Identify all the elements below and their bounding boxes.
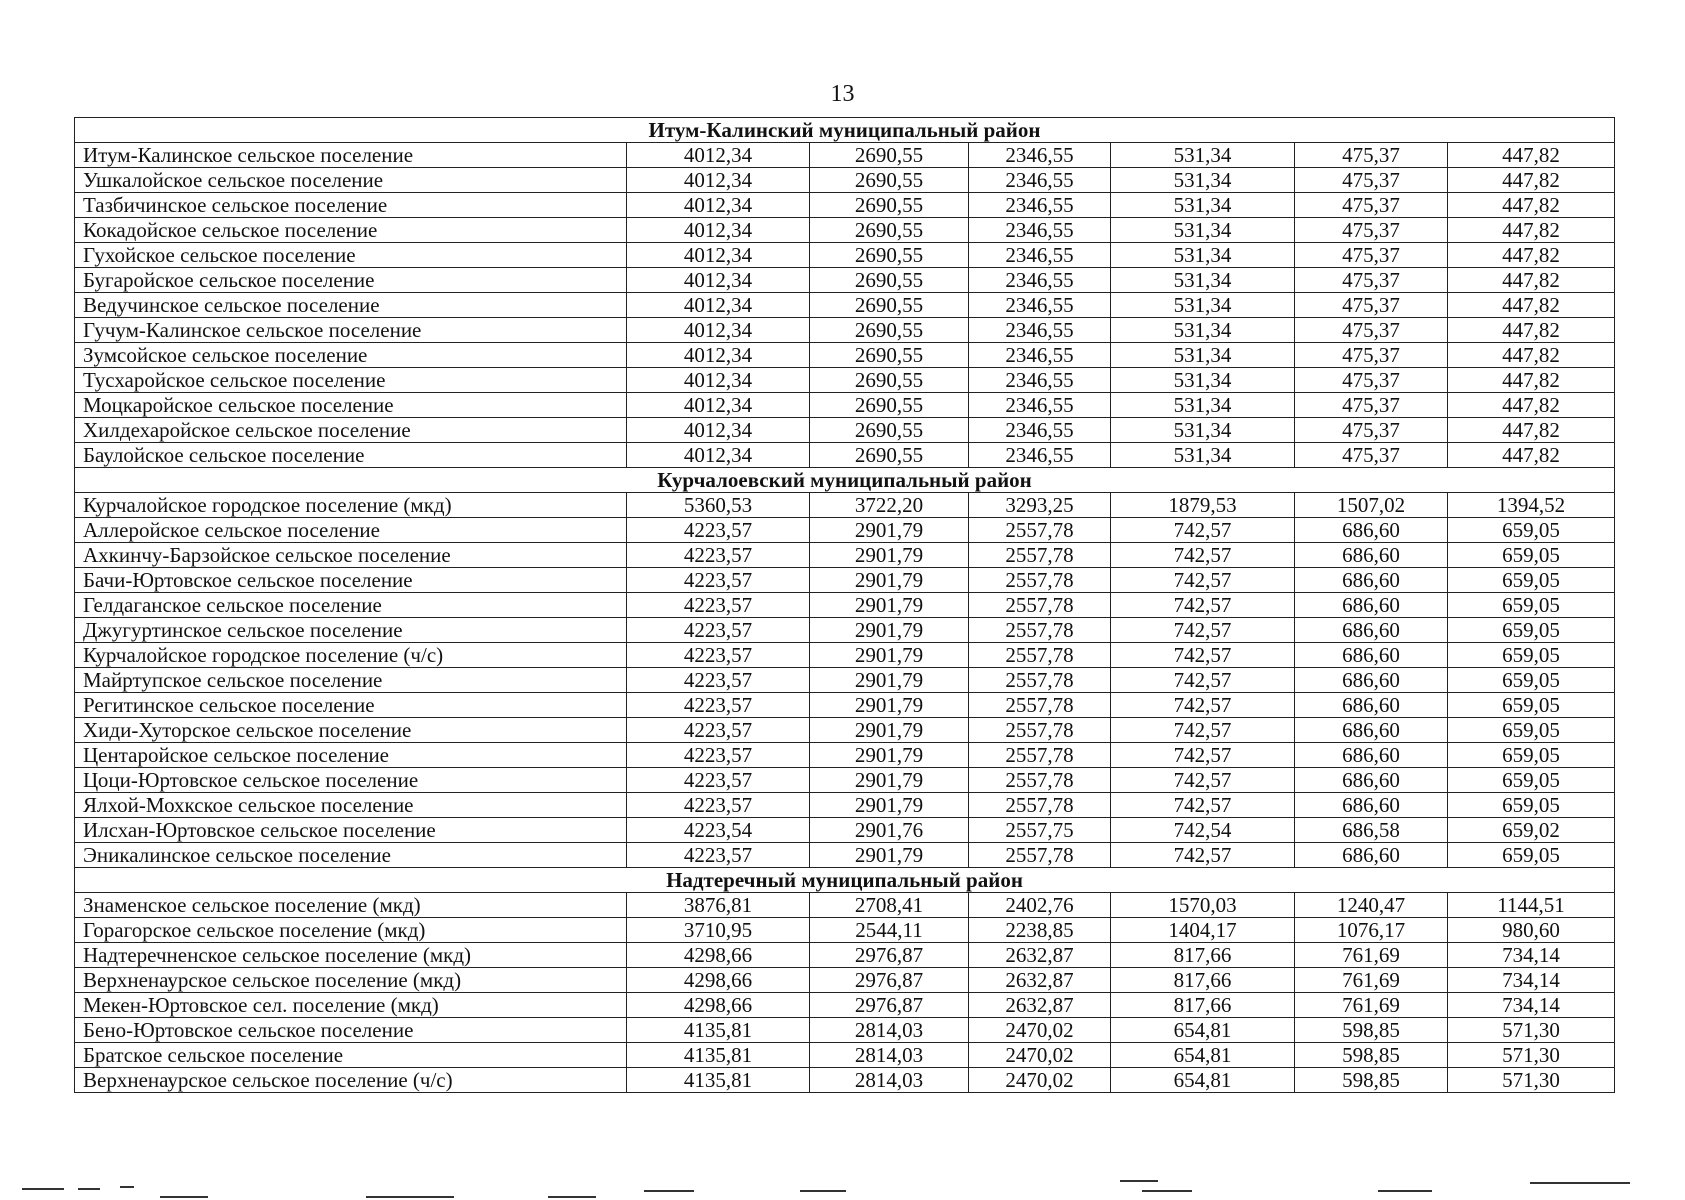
settlement-name-cell: Горагорское сельское поселение (мкд) bbox=[75, 918, 627, 943]
value-cell-5: 686,60 bbox=[1295, 593, 1448, 618]
settlement-name-cell: Зумсойское сельское поселение bbox=[75, 343, 627, 368]
value-cell-4: 531,34 bbox=[1111, 143, 1295, 168]
value-cell-3: 2346,55 bbox=[969, 218, 1111, 243]
value-cell-1: 4012,34 bbox=[627, 368, 810, 393]
section-title: Надтеречный муниципальный район bbox=[75, 868, 1615, 893]
value-cell-2: 2690,55 bbox=[810, 193, 969, 218]
value-cell-4: 742,57 bbox=[1111, 643, 1295, 668]
value-cell-4: 742,57 bbox=[1111, 843, 1295, 868]
table-body bbox=[75, 118, 1615, 1093]
value-cell-5: 475,37 bbox=[1295, 168, 1448, 193]
value-cell-5: 761,69 bbox=[1295, 968, 1448, 993]
value-cell-1: 4012,34 bbox=[627, 218, 810, 243]
value-cell-3: 2470,02 bbox=[969, 1068, 1111, 1093]
value-cell-5: 475,37 bbox=[1295, 418, 1448, 443]
value-cell-3: 2346,55 bbox=[969, 368, 1111, 393]
tariff-table bbox=[74, 117, 1615, 1093]
value-cell-3: 2557,78 bbox=[969, 793, 1111, 818]
value-cell-4: 742,57 bbox=[1111, 618, 1295, 643]
value-cell-1: 4012,34 bbox=[627, 168, 810, 193]
table-row bbox=[75, 818, 1615, 843]
value-cell-3: 2346,55 bbox=[969, 443, 1111, 468]
value-cell-4: 654,81 bbox=[1111, 1068, 1295, 1093]
table-row bbox=[75, 593, 1615, 618]
value-cell-3: 2346,55 bbox=[969, 293, 1111, 318]
value-cell-4: 742,57 bbox=[1111, 668, 1295, 693]
value-cell-5: 475,37 bbox=[1295, 143, 1448, 168]
table-row bbox=[75, 1018, 1615, 1043]
table-row bbox=[75, 393, 1615, 418]
value-cell-4: 1404,17 bbox=[1111, 918, 1295, 943]
value-cell-2: 2976,87 bbox=[810, 968, 969, 993]
value-cell-2: 2690,55 bbox=[810, 243, 969, 268]
value-cell-1: 4298,66 bbox=[627, 968, 810, 993]
value-cell-1: 4012,34 bbox=[627, 318, 810, 343]
value-cell-2: 2690,55 bbox=[810, 293, 969, 318]
value-cell-2: 2690,55 bbox=[810, 368, 969, 393]
value-cell-3: 2346,55 bbox=[969, 168, 1111, 193]
value-cell-6: 734,14 bbox=[1448, 968, 1615, 993]
value-cell-2: 2901,79 bbox=[810, 518, 969, 543]
table-row bbox=[75, 218, 1615, 243]
page-number: 13 bbox=[830, 81, 855, 107]
table-row bbox=[75, 443, 1615, 468]
value-cell-5: 761,69 bbox=[1295, 943, 1448, 968]
value-cell-3: 2557,78 bbox=[969, 768, 1111, 793]
value-cell-6: 447,82 bbox=[1448, 268, 1615, 293]
value-cell-2: 2690,55 bbox=[810, 318, 969, 343]
value-cell-4: 531,34 bbox=[1111, 193, 1295, 218]
table-row bbox=[75, 418, 1615, 443]
table-row bbox=[75, 943, 1615, 968]
value-cell-4: 742,57 bbox=[1111, 693, 1295, 718]
value-cell-2: 2901,79 bbox=[810, 543, 969, 568]
value-cell-4: 531,34 bbox=[1111, 218, 1295, 243]
settlement-name-cell: Верхненаурское сельское поселение (ч/с) bbox=[75, 1068, 627, 1093]
value-cell-3: 2632,87 bbox=[969, 968, 1111, 993]
value-cell-1: 4223,57 bbox=[627, 693, 810, 718]
value-cell-3: 2346,55 bbox=[969, 418, 1111, 443]
settlement-name-cell: Ведучинское сельское поселение bbox=[75, 293, 627, 318]
settlement-name-cell: Цоци-Юртовское сельское поселение bbox=[75, 768, 627, 793]
table-row bbox=[75, 193, 1615, 218]
value-cell-4: 742,57 bbox=[1111, 543, 1295, 568]
value-cell-2: 2976,87 bbox=[810, 993, 969, 1018]
value-cell-6: 1144,51 bbox=[1448, 893, 1615, 918]
settlement-name-cell: Хиди-Хуторское сельское поселение bbox=[75, 718, 627, 743]
value-cell-6: 659,02 bbox=[1448, 818, 1615, 843]
value-cell-4: 531,34 bbox=[1111, 268, 1295, 293]
value-cell-3: 2557,78 bbox=[969, 743, 1111, 768]
value-cell-1: 4223,57 bbox=[627, 593, 810, 618]
value-cell-5: 1240,47 bbox=[1295, 893, 1448, 918]
settlement-name-cell: Знаменское сельское поселение (мкд) bbox=[75, 893, 627, 918]
settlement-name-cell: Аллеройское сельское поселение bbox=[75, 518, 627, 543]
value-cell-4: 654,81 bbox=[1111, 1043, 1295, 1068]
table-row bbox=[75, 168, 1615, 193]
value-cell-1: 5360,53 bbox=[627, 493, 810, 518]
value-cell-2: 2690,55 bbox=[810, 393, 969, 418]
value-cell-3: 2346,55 bbox=[969, 243, 1111, 268]
value-cell-6: 659,05 bbox=[1448, 593, 1615, 618]
value-cell-1: 4298,66 bbox=[627, 943, 810, 968]
table-row bbox=[75, 518, 1615, 543]
value-cell-6: 659,05 bbox=[1448, 693, 1615, 718]
value-cell-4: 654,81 bbox=[1111, 1018, 1295, 1043]
value-cell-6: 659,05 bbox=[1448, 618, 1615, 643]
value-cell-1: 4135,81 bbox=[627, 1068, 810, 1093]
value-cell-6: 659,05 bbox=[1448, 668, 1615, 693]
value-cell-4: 531,34 bbox=[1111, 168, 1295, 193]
value-cell-5: 1507,02 bbox=[1295, 493, 1448, 518]
value-cell-2: 2901,79 bbox=[810, 593, 969, 618]
value-cell-3: 2557,75 bbox=[969, 818, 1111, 843]
table-row bbox=[75, 693, 1615, 718]
value-cell-6: 659,05 bbox=[1448, 743, 1615, 768]
value-cell-1: 4223,54 bbox=[627, 818, 810, 843]
value-cell-3: 2470,02 bbox=[969, 1018, 1111, 1043]
table-row bbox=[75, 618, 1615, 643]
value-cell-2: 2814,03 bbox=[810, 1043, 969, 1068]
table-row bbox=[75, 343, 1615, 368]
settlement-name-cell: Братское сельское поселение bbox=[75, 1043, 627, 1068]
value-cell-3: 2346,55 bbox=[969, 318, 1111, 343]
value-cell-3: 2557,78 bbox=[969, 643, 1111, 668]
value-cell-3: 3293,25 bbox=[969, 493, 1111, 518]
settlement-name-cell: Гелдаганское сельское поселение bbox=[75, 593, 627, 618]
value-cell-5: 686,60 bbox=[1295, 543, 1448, 568]
settlement-name-cell: Итум-Калинское сельское поселение bbox=[75, 143, 627, 168]
settlement-name-cell: Надтеречненское сельское поселение (мкд) bbox=[75, 943, 627, 968]
value-cell-2: 2901,79 bbox=[810, 718, 969, 743]
value-cell-6: 659,05 bbox=[1448, 543, 1615, 568]
value-cell-4: 742,57 bbox=[1111, 568, 1295, 593]
value-cell-4: 742,54 bbox=[1111, 818, 1295, 843]
value-cell-6: 571,30 bbox=[1448, 1068, 1615, 1093]
value-cell-1: 3710,95 bbox=[627, 918, 810, 943]
value-cell-1: 4012,34 bbox=[627, 343, 810, 368]
table-row bbox=[75, 143, 1615, 168]
settlement-name-cell: Хилдехаройское сельское поселение bbox=[75, 418, 627, 443]
value-cell-2: 2690,55 bbox=[810, 168, 969, 193]
settlement-name-cell: Верхненаурское сельское поселение (мкд) bbox=[75, 968, 627, 993]
value-cell-3: 2402,76 bbox=[969, 893, 1111, 918]
table-row bbox=[75, 843, 1615, 868]
value-cell-6: 447,82 bbox=[1448, 243, 1615, 268]
value-cell-6: 734,14 bbox=[1448, 993, 1615, 1018]
value-cell-6: 447,82 bbox=[1448, 443, 1615, 468]
value-cell-1: 3876,81 bbox=[627, 893, 810, 918]
value-cell-3: 2632,87 bbox=[969, 993, 1111, 1018]
value-cell-5: 598,85 bbox=[1295, 1018, 1448, 1043]
settlement-name-cell: Центаройское сельское поселение bbox=[75, 743, 627, 768]
value-cell-1: 4012,34 bbox=[627, 293, 810, 318]
value-cell-2: 2901,79 bbox=[810, 668, 969, 693]
section-header-row bbox=[75, 118, 1615, 143]
settlement-name-cell: Курчалойское городское поселение (мкд) bbox=[75, 493, 627, 518]
value-cell-4: 531,34 bbox=[1111, 443, 1295, 468]
value-cell-3: 2557,78 bbox=[969, 518, 1111, 543]
value-cell-5: 686,60 bbox=[1295, 668, 1448, 693]
table-row bbox=[75, 568, 1615, 593]
value-cell-3: 2557,78 bbox=[969, 593, 1111, 618]
table-row bbox=[75, 918, 1615, 943]
settlement-name-cell: Моцкаройское сельское поселение bbox=[75, 393, 627, 418]
settlement-name-cell: Тусхаройское сельское поселение bbox=[75, 368, 627, 393]
value-cell-3: 2557,78 bbox=[969, 718, 1111, 743]
value-cell-2: 2814,03 bbox=[810, 1068, 969, 1093]
value-cell-3: 2346,55 bbox=[969, 343, 1111, 368]
value-cell-3: 2346,55 bbox=[969, 143, 1111, 168]
table-row bbox=[75, 893, 1615, 918]
value-cell-1: 4012,34 bbox=[627, 143, 810, 168]
value-cell-6: 447,82 bbox=[1448, 368, 1615, 393]
value-cell-3: 2346,55 bbox=[969, 193, 1111, 218]
value-cell-2: 2901,76 bbox=[810, 818, 969, 843]
settlement-name-cell: Ялхой-Мохкское сельское поселение bbox=[75, 793, 627, 818]
value-cell-2: 2690,55 bbox=[810, 418, 969, 443]
section-title: Курчалоевский муниципальный район bbox=[75, 468, 1615, 493]
settlement-name-cell: Гухойское сельское поселение bbox=[75, 243, 627, 268]
value-cell-6: 980,60 bbox=[1448, 918, 1615, 943]
value-cell-3: 2346,55 bbox=[969, 393, 1111, 418]
value-cell-1: 4223,57 bbox=[627, 718, 810, 743]
value-cell-2: 2690,55 bbox=[810, 343, 969, 368]
settlement-name-cell: Эникалинское сельское поселение bbox=[75, 843, 627, 868]
value-cell-4: 1570,03 bbox=[1111, 893, 1295, 918]
table-row bbox=[75, 543, 1615, 568]
value-cell-5: 761,69 bbox=[1295, 993, 1448, 1018]
value-cell-5: 475,37 bbox=[1295, 193, 1448, 218]
value-cell-2: 2690,55 bbox=[810, 218, 969, 243]
value-cell-6: 447,82 bbox=[1448, 168, 1615, 193]
settlement-name-cell: Бугаройское сельское поселение bbox=[75, 268, 627, 293]
table-row bbox=[75, 743, 1615, 768]
value-cell-4: 531,34 bbox=[1111, 318, 1295, 343]
value-cell-3: 2632,87 bbox=[969, 943, 1111, 968]
value-cell-5: 686,60 bbox=[1295, 793, 1448, 818]
value-cell-1: 4223,57 bbox=[627, 793, 810, 818]
value-cell-1: 4223,57 bbox=[627, 643, 810, 668]
settlement-name-cell: Майртупское сельское поселение bbox=[75, 668, 627, 693]
value-cell-2: 2901,79 bbox=[810, 768, 969, 793]
value-cell-2: 2690,55 bbox=[810, 143, 969, 168]
value-cell-2: 2901,79 bbox=[810, 843, 969, 868]
value-cell-1: 4135,81 bbox=[627, 1043, 810, 1068]
value-cell-1: 4223,57 bbox=[627, 543, 810, 568]
value-cell-2: 2901,79 bbox=[810, 618, 969, 643]
value-cell-6: 659,05 bbox=[1448, 643, 1615, 668]
value-cell-5: 686,60 bbox=[1295, 568, 1448, 593]
value-cell-6: 447,82 bbox=[1448, 418, 1615, 443]
table-row bbox=[75, 793, 1615, 818]
value-cell-1: 4223,57 bbox=[627, 743, 810, 768]
value-cell-1: 4012,34 bbox=[627, 243, 810, 268]
table-row bbox=[75, 993, 1615, 1018]
value-cell-1: 4223,57 bbox=[627, 843, 810, 868]
table-row bbox=[75, 668, 1615, 693]
value-cell-1: 4223,57 bbox=[627, 568, 810, 593]
table-row bbox=[75, 718, 1615, 743]
table-row bbox=[75, 368, 1615, 393]
value-cell-5: 475,37 bbox=[1295, 243, 1448, 268]
value-cell-4: 742,57 bbox=[1111, 593, 1295, 618]
settlement-name-cell: Ушкалойское сельское поселение bbox=[75, 168, 627, 193]
table-row bbox=[75, 318, 1615, 343]
value-cell-4: 531,34 bbox=[1111, 243, 1295, 268]
settlement-name-cell: Гучум-Калинское сельское поселение bbox=[75, 318, 627, 343]
table-row bbox=[75, 768, 1615, 793]
value-cell-2: 2544,11 bbox=[810, 918, 969, 943]
value-cell-5: 475,37 bbox=[1295, 368, 1448, 393]
settlement-name-cell: Илсхан-Юртовское сельское поселение bbox=[75, 818, 627, 843]
value-cell-4: 817,66 bbox=[1111, 993, 1295, 1018]
value-cell-5: 1076,17 bbox=[1295, 918, 1448, 943]
value-cell-2: 2708,41 bbox=[810, 893, 969, 918]
value-cell-6: 659,05 bbox=[1448, 768, 1615, 793]
value-cell-5: 686,60 bbox=[1295, 693, 1448, 718]
value-cell-2: 2901,79 bbox=[810, 568, 969, 593]
table-row bbox=[75, 493, 1615, 518]
table-row bbox=[75, 293, 1615, 318]
value-cell-6: 1394,52 bbox=[1448, 493, 1615, 518]
value-cell-4: 531,34 bbox=[1111, 368, 1295, 393]
value-cell-2: 2901,79 bbox=[810, 643, 969, 668]
value-cell-6: 447,82 bbox=[1448, 293, 1615, 318]
value-cell-4: 531,34 bbox=[1111, 393, 1295, 418]
value-cell-6: 659,05 bbox=[1448, 793, 1615, 818]
value-cell-1: 4012,34 bbox=[627, 193, 810, 218]
value-cell-4: 742,57 bbox=[1111, 793, 1295, 818]
settlement-name-cell: Баулойское сельское поселение bbox=[75, 443, 627, 468]
value-cell-1: 4135,81 bbox=[627, 1018, 810, 1043]
value-cell-6: 571,30 bbox=[1448, 1018, 1615, 1043]
value-cell-2: 2690,55 bbox=[810, 443, 969, 468]
value-cell-2: 2901,79 bbox=[810, 693, 969, 718]
value-cell-5: 686,60 bbox=[1295, 518, 1448, 543]
settlement-name-cell: Тазбичинское сельское поселение bbox=[75, 193, 627, 218]
settlement-name-cell: Мекен-Юртовское сел. поселение (мкд) bbox=[75, 993, 627, 1018]
settlement-name-cell: Регитинское сельское поселение bbox=[75, 693, 627, 718]
value-cell-3: 2557,78 bbox=[969, 668, 1111, 693]
value-cell-2: 2976,87 bbox=[810, 943, 969, 968]
value-cell-5: 475,37 bbox=[1295, 343, 1448, 368]
settlement-name-cell: Бачи-Юртовское сельское поселение bbox=[75, 568, 627, 593]
value-cell-3: 2470,02 bbox=[969, 1043, 1111, 1068]
value-cell-2: 3722,20 bbox=[810, 493, 969, 518]
settlement-name-cell: Курчалойское городское поселение (ч/с) bbox=[75, 643, 627, 668]
value-cell-4: 817,66 bbox=[1111, 968, 1295, 993]
value-cell-3: 2557,78 bbox=[969, 568, 1111, 593]
value-cell-4: 742,57 bbox=[1111, 768, 1295, 793]
value-cell-6: 659,05 bbox=[1448, 518, 1615, 543]
value-cell-1: 4012,34 bbox=[627, 443, 810, 468]
value-cell-5: 475,37 bbox=[1295, 268, 1448, 293]
value-cell-1: 4012,34 bbox=[627, 268, 810, 293]
table-row bbox=[75, 1068, 1615, 1093]
value-cell-2: 2814,03 bbox=[810, 1018, 969, 1043]
value-cell-5: 686,60 bbox=[1295, 768, 1448, 793]
value-cell-1: 4223,57 bbox=[627, 518, 810, 543]
value-cell-3: 2557,78 bbox=[969, 543, 1111, 568]
value-cell-6: 447,82 bbox=[1448, 318, 1615, 343]
section-header-row bbox=[75, 868, 1615, 893]
settlement-name-cell: Бено-Юртовское сельское поселение bbox=[75, 1018, 627, 1043]
value-cell-5: 598,85 bbox=[1295, 1043, 1448, 1068]
table-row bbox=[75, 1043, 1615, 1068]
value-cell-3: 2557,78 bbox=[969, 693, 1111, 718]
value-cell-4: 742,57 bbox=[1111, 743, 1295, 768]
table-row bbox=[75, 243, 1615, 268]
value-cell-6: 447,82 bbox=[1448, 143, 1615, 168]
value-cell-2: 2690,55 bbox=[810, 268, 969, 293]
value-cell-6: 571,30 bbox=[1448, 1043, 1615, 1068]
value-cell-5: 686,60 bbox=[1295, 643, 1448, 668]
settlement-name-cell: Ахкинчу-Барзойское сельское поселение bbox=[75, 543, 627, 568]
value-cell-2: 2901,79 bbox=[810, 743, 969, 768]
table-row bbox=[75, 968, 1615, 993]
value-cell-4: 817,66 bbox=[1111, 943, 1295, 968]
value-cell-4: 531,34 bbox=[1111, 293, 1295, 318]
table-row bbox=[75, 643, 1615, 668]
value-cell-3: 2238,85 bbox=[969, 918, 1111, 943]
section-title: Итум-Калинский муниципальный район bbox=[75, 118, 1615, 143]
scan-artifacts bbox=[0, 1160, 1685, 1200]
value-cell-5: 686,60 bbox=[1295, 743, 1448, 768]
table-row bbox=[75, 268, 1615, 293]
settlement-name-cell: Джугуртинское сельское поселение bbox=[75, 618, 627, 643]
value-cell-5: 475,37 bbox=[1295, 293, 1448, 318]
value-cell-4: 531,34 bbox=[1111, 418, 1295, 443]
value-cell-4: 531,34 bbox=[1111, 343, 1295, 368]
value-cell-3: 2557,78 bbox=[969, 843, 1111, 868]
value-cell-5: 686,58 bbox=[1295, 818, 1448, 843]
value-cell-5: 475,37 bbox=[1295, 393, 1448, 418]
value-cell-4: 742,57 bbox=[1111, 718, 1295, 743]
value-cell-6: 659,05 bbox=[1448, 568, 1615, 593]
value-cell-1: 4298,66 bbox=[627, 993, 810, 1018]
value-cell-1: 4012,34 bbox=[627, 418, 810, 443]
value-cell-5: 598,85 bbox=[1295, 1068, 1448, 1093]
value-cell-6: 659,05 bbox=[1448, 718, 1615, 743]
value-cell-6: 447,82 bbox=[1448, 193, 1615, 218]
value-cell-5: 686,60 bbox=[1295, 718, 1448, 743]
value-cell-6: 447,82 bbox=[1448, 218, 1615, 243]
value-cell-6: 447,82 bbox=[1448, 393, 1615, 418]
value-cell-3: 2346,55 bbox=[969, 268, 1111, 293]
value-cell-5: 686,60 bbox=[1295, 843, 1448, 868]
value-cell-5: 686,60 bbox=[1295, 618, 1448, 643]
value-cell-4: 742,57 bbox=[1111, 518, 1295, 543]
value-cell-6: 447,82 bbox=[1448, 343, 1615, 368]
value-cell-1: 4012,34 bbox=[627, 393, 810, 418]
section-header-row bbox=[75, 468, 1615, 493]
value-cell-1: 4223,57 bbox=[627, 668, 810, 693]
settlement-name-cell: Кокадойское сельское поселение bbox=[75, 218, 627, 243]
value-cell-2: 2901,79 bbox=[810, 793, 969, 818]
value-cell-6: 734,14 bbox=[1448, 943, 1615, 968]
value-cell-5: 475,37 bbox=[1295, 318, 1448, 343]
value-cell-3: 2557,78 bbox=[969, 618, 1111, 643]
value-cell-1: 4223,57 bbox=[627, 768, 810, 793]
value-cell-4: 1879,53 bbox=[1111, 493, 1295, 518]
value-cell-6: 659,05 bbox=[1448, 843, 1615, 868]
value-cell-5: 475,37 bbox=[1295, 218, 1448, 243]
value-cell-1: 4223,57 bbox=[627, 618, 810, 643]
value-cell-5: 475,37 bbox=[1295, 443, 1448, 468]
